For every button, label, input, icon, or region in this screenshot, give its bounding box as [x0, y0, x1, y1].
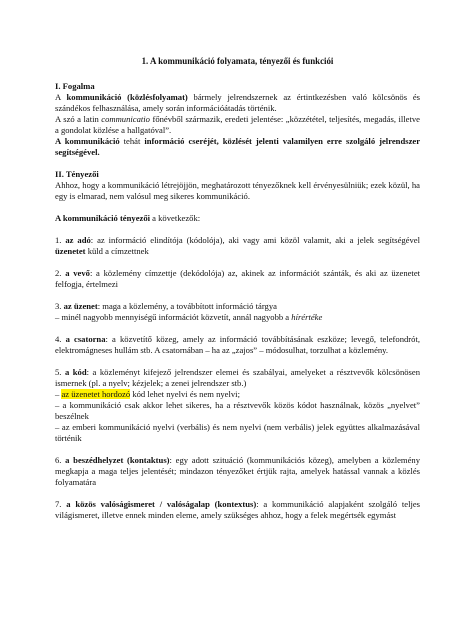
section-heading-fogalma: I. Fogalma: [55, 81, 95, 91]
text-run: 7.: [55, 499, 67, 509]
text-run: a következők:: [150, 213, 201, 223]
text-run: A szó a latin: [55, 114, 102, 124]
text-run: : a kommunikáció alapjaként szolgáló teljes világismeret, illetve ennek minden eleme, amely szükséges ahhoz, hogy a felek megértsék egymást: [55, 499, 421, 520]
list-item-kod-note-3: – az emberi kommunikáció nyelvi (verbális) és nem nyelvi (nem verbális) jelek együttes alkalmazásával történik: [55, 422, 420, 443]
highlighted-text: az üzenetet hordozó: [61, 389, 131, 399]
text-run: 3.: [55, 301, 64, 311]
bold-term: a kód: [64, 367, 87, 377]
bold-term: az adó: [65, 235, 91, 245]
document-title: 1. A kommunikáció folyamata, tényezői és funkciói: [141, 56, 334, 66]
bold-term: A kommunikáció tényezői: [55, 213, 151, 223]
text-run: 6.: [55, 455, 66, 465]
list-item-ado: [55, 235, 420, 257]
list-item-kontextus: [55, 499, 420, 521]
bold-term: információ cseréjét, közlését jelenti valamilyen erre szolgáló jelrendszer segítségével.: [55, 136, 421, 157]
text-run: kód lehet nyelvi és nem nyelvi;: [130, 389, 240, 399]
bold-term: üzenetet: [55, 246, 86, 256]
bold-term: az üzenet: [63, 301, 98, 311]
italic-term: hírértéke: [291, 312, 323, 322]
text-run: bármely jelrendszernek az értintkezésben való kölcsönös és szándékos felhasználása, amely során információátadás történik.: [55, 92, 420, 113]
text-run: : a közvetítő közeg, amely az információ továbbításának eszköze; levegő, telefondrót, elektromágneses hullám stb. A csatornában – ha az „zajos” – módosulhat, torzulhat a közlemény.: [55, 334, 421, 355]
paragraph-factors-lead: [55, 213, 420, 224]
text-run: 1.: [55, 235, 66, 245]
list-item-kod-note-1: [55, 389, 420, 400]
paragraph-etymology: [55, 114, 420, 136]
list-item-uzenet: [55, 301, 420, 312]
bold-term: a közös valóságismeret / valóságalap (kontextus): [66, 499, 257, 509]
list-item-beszedhelyzet: [55, 455, 420, 488]
list-item-uzenet-note: [55, 312, 420, 323]
text-run: 4.: [55, 334, 66, 344]
text-run: – minél nagyobb mennyiségű információt közvetít, annál nagyobb a: [55, 312, 292, 322]
text-run: főnévből származik, eredeti jelentése: „közzététel, teljesítés, megadás, illetve a gondolat közlése a hallgatóval”.: [55, 114, 420, 135]
bold-term: kommunikáció (közlésfolyamat): [66, 92, 188, 102]
paragraph-intro: Ahhoz, hogy a kommunikáció létrejöjjön, meghatározott tényezőknek kell érvényesülniük; ezek közül, ha egy is elmarad, nem valósul meg sikeres kommunikáció.: [55, 180, 420, 201]
text-run: 2.: [55, 268, 66, 278]
text-run: 5.: [55, 367, 65, 377]
text-run: A: [55, 92, 67, 102]
list-item-vevo: [55, 268, 420, 290]
text-run: : a közlemény címzettje (dekódolója) az, akinek az információt szánták, és aki az üzenetet felfogja, értelmezi: [55, 268, 421, 289]
text-run: : egy adott szituáció (kommunikációs közeg), amelyben a közlemény megkapja a maga teljes jelentését; mindazon tényezőket értjük rajta, amelyek hatással vannak a közlés folyamatára: [55, 455, 420, 487]
text-run: küld a címzettnek: [85, 246, 149, 256]
section-heading-tenyezoi: II. Tényezői: [55, 169, 99, 179]
list-item-kod: [55, 367, 420, 389]
bold-term: a beszédhelyzet (kontaktus): [65, 455, 170, 465]
bold-term: A kommunikáció: [55, 136, 120, 146]
text-run: –: [55, 389, 62, 399]
text-run: : az információ elindítója (kódolója), aki vagy ami közöl valamit, aki a jelek segítségével: [90, 235, 420, 245]
bold-term: a vevő: [65, 268, 90, 278]
text-run: : a közleményt kifejező jelrendszer elemei és szabályai, amelyeket a résztvevők kölcsönösen ismernek (pl. a nyelv; kézjelek; a zenei jelrendszer stb.): [55, 367, 420, 388]
italic-term: communicatio: [101, 114, 150, 124]
bold-term: a csatorna: [65, 334, 106, 344]
text-run: : maga a közlemény, a továbbított információ tárgya: [97, 301, 277, 311]
list-item-kod-note-2: – a kommunikáció csak akkor lehet sikeres, ha a résztvevők közös kódot használnak, közös „nyelvet” beszélnek: [55, 400, 420, 421]
paragraph-summary: [55, 136, 420, 158]
paragraph-definition: [55, 92, 420, 114]
document-page: [55, 56, 420, 521]
list-item-csatorna: [55, 334, 420, 356]
text-run: tehát: [119, 136, 145, 146]
